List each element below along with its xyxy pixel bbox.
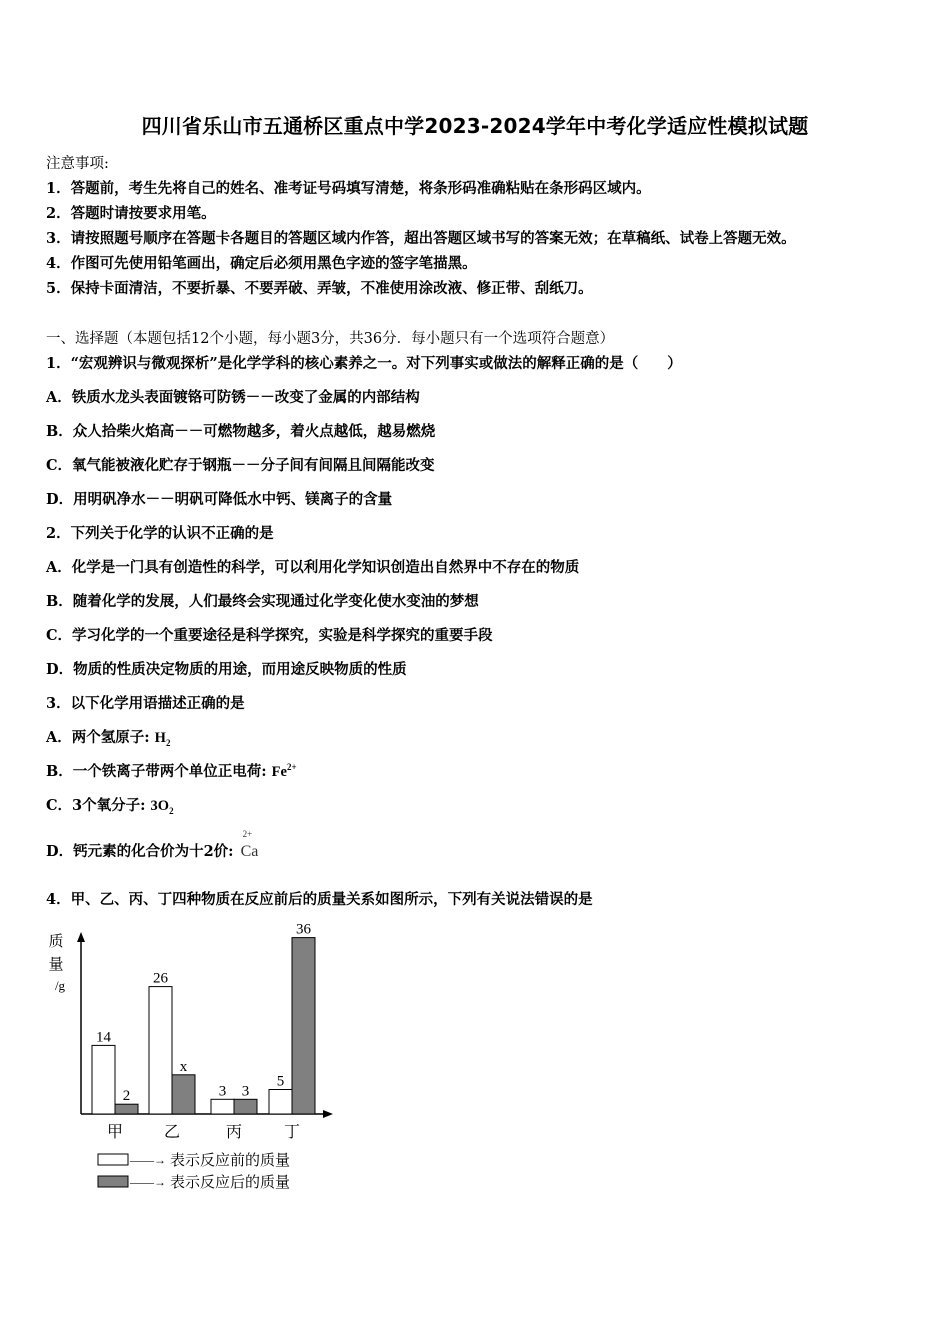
notice-item-3: 3．请按照题号顺序在答题卡各题目的答题区域内作答，超出答题区域书写的答案无效；在草稿纸、试卷上答题无效。 <box>46 230 796 247</box>
data-label-before-3: 3 <box>218 1083 227 1100</box>
category-label-3: 丙 <box>225 1124 243 1141</box>
data-label-after-3: 3 <box>241 1083 250 1100</box>
q3-option-b: B．一个铁离子带两个单位正电荷: $Fe^{2+}$ <box>46 762 297 780</box>
notice-item-4: 4．作图可先使用铅笔画出，确定后必须用黑色字迹的签字笔描黑。 <box>46 255 477 272</box>
section-heading: 一、选择题（本题包括12个小题，每小题3分，共36分．每小题只有一个选项符合题意） <box>46 331 615 347</box>
data-label-after-4: 36 <box>296 922 311 938</box>
legend-swatch-before <box>98 1154 128 1165</box>
notice-item-1: 1．答题前，考生先将自己的姓名、准考证号码填写清楚，将条形码准确粘贴在条形码区域内。 <box>46 180 651 197</box>
category-label-4: 丁 <box>283 1124 301 1141</box>
data-label-before-1: 14 <box>96 1029 111 1046</box>
q2-option-d: D．物质的性质决定物质的用途，而用途反映物质的性质 <box>46 661 407 678</box>
q3-option-d: D．钙元素的化合价为十2价: 2+ Ca <box>46 829 259 860</box>
y-axis-label-2: 量 <box>48 957 64 973</box>
notice-heading: 注意事项: <box>46 156 109 172</box>
q3-option-c: C．3个氧分子: $3O_2$ <box>46 797 174 816</box>
y-axis-label-3: /g <box>54 978 66 993</box>
legend-swatch-after <box>98 1176 128 1187</box>
q2-option-a: A．化学是一门具有创造性的科学，可以利用化学知识创造出自然界中不存在的物质 <box>46 559 580 576</box>
notice-item-5: 5．保持卡面清洁，不要折暴、不要弄破、弄皱，不准使用涂改液、修正带、刮纸刀。 <box>46 280 593 297</box>
legend-arrow-before: ——→ <box>130 1153 166 1167</box>
q1-stem: 1．“宏观辨识与微观探析”是化学学科的核心素养之一。对下列事实或做法的解释正确的是（ ） <box>46 355 682 372</box>
q2-option-c: C．学习化学的一个重要途径是科学探究，实验是科学探究的重要手段 <box>46 627 493 644</box>
data-label-after-2: x <box>179 1058 188 1075</box>
q3-stem: 3．以下化学用语描述正确的是 <box>46 695 245 712</box>
bar-before-2 <box>149 987 172 1114</box>
legend-label-after: 表示反应后的质量 <box>170 1175 291 1191</box>
q2-stem: 2．下列关于化学的认识不正确的是 <box>46 525 274 542</box>
bar-before-3 <box>211 1099 234 1114</box>
category-label-2: 乙 <box>163 1124 181 1141</box>
bar-after-3 <box>234 1099 257 1114</box>
bar-before-4 <box>269 1090 292 1115</box>
q1-option-d: D．用明矾净水－－明矾可降低水中钙、镁离子的含量 <box>46 491 393 508</box>
q2-option-b: B．随着化学的发展，人们最终会实现通过化学变化使水变油的梦想 <box>46 593 479 610</box>
q1-option-c: C．氧气能被液化贮存于钢瓶－－分子间有间隔且间隔能改变 <box>46 457 435 474</box>
q3-option-a: A．两个氢原子: $H_2$ <box>46 729 171 748</box>
mass-bar-chart <box>46 922 346 1197</box>
bar-after-2 <box>172 1075 195 1114</box>
data-label-before-2: 26 <box>153 970 168 987</box>
y-axis-arrow <box>77 932 85 942</box>
data-label-after-1: 2 <box>122 1088 131 1105</box>
bar-after-1 <box>115 1104 138 1114</box>
bar-after-4 <box>292 938 315 1114</box>
q1-option-a: A．铁质水龙头表面镀铬可防锈－－改变了金属的内部结构 <box>46 389 420 406</box>
data-label-before-4: 5 <box>276 1073 285 1090</box>
bar-before-1 <box>92 1045 115 1114</box>
q1-option-b: B．众人拾柴火焰高－－可燃物越多，着火点越低，越易燃烧 <box>46 423 436 440</box>
valence-notation: 2+ Ca <box>240 829 259 860</box>
x-axis-arrow <box>323 1110 333 1118</box>
category-label-1: 甲 <box>106 1124 124 1141</box>
legend-arrow-after: ——→ <box>130 1175 166 1189</box>
legend-label-before: 表示反应前的质量 <box>170 1153 291 1169</box>
page-title: 四川省乐山市五通桥区重点中学2023-2024学年中考化学适应性模拟试题 <box>141 114 809 138</box>
q4-stem: 4．甲、乙、丙、丁四种物质在反应前后的质量关系如图所示，下列有关说法错误的是 <box>46 891 593 908</box>
y-axis-label-1: 质 <box>48 934 64 950</box>
notice-item-2: 2．答题时请按要求用笔。 <box>46 205 216 222</box>
